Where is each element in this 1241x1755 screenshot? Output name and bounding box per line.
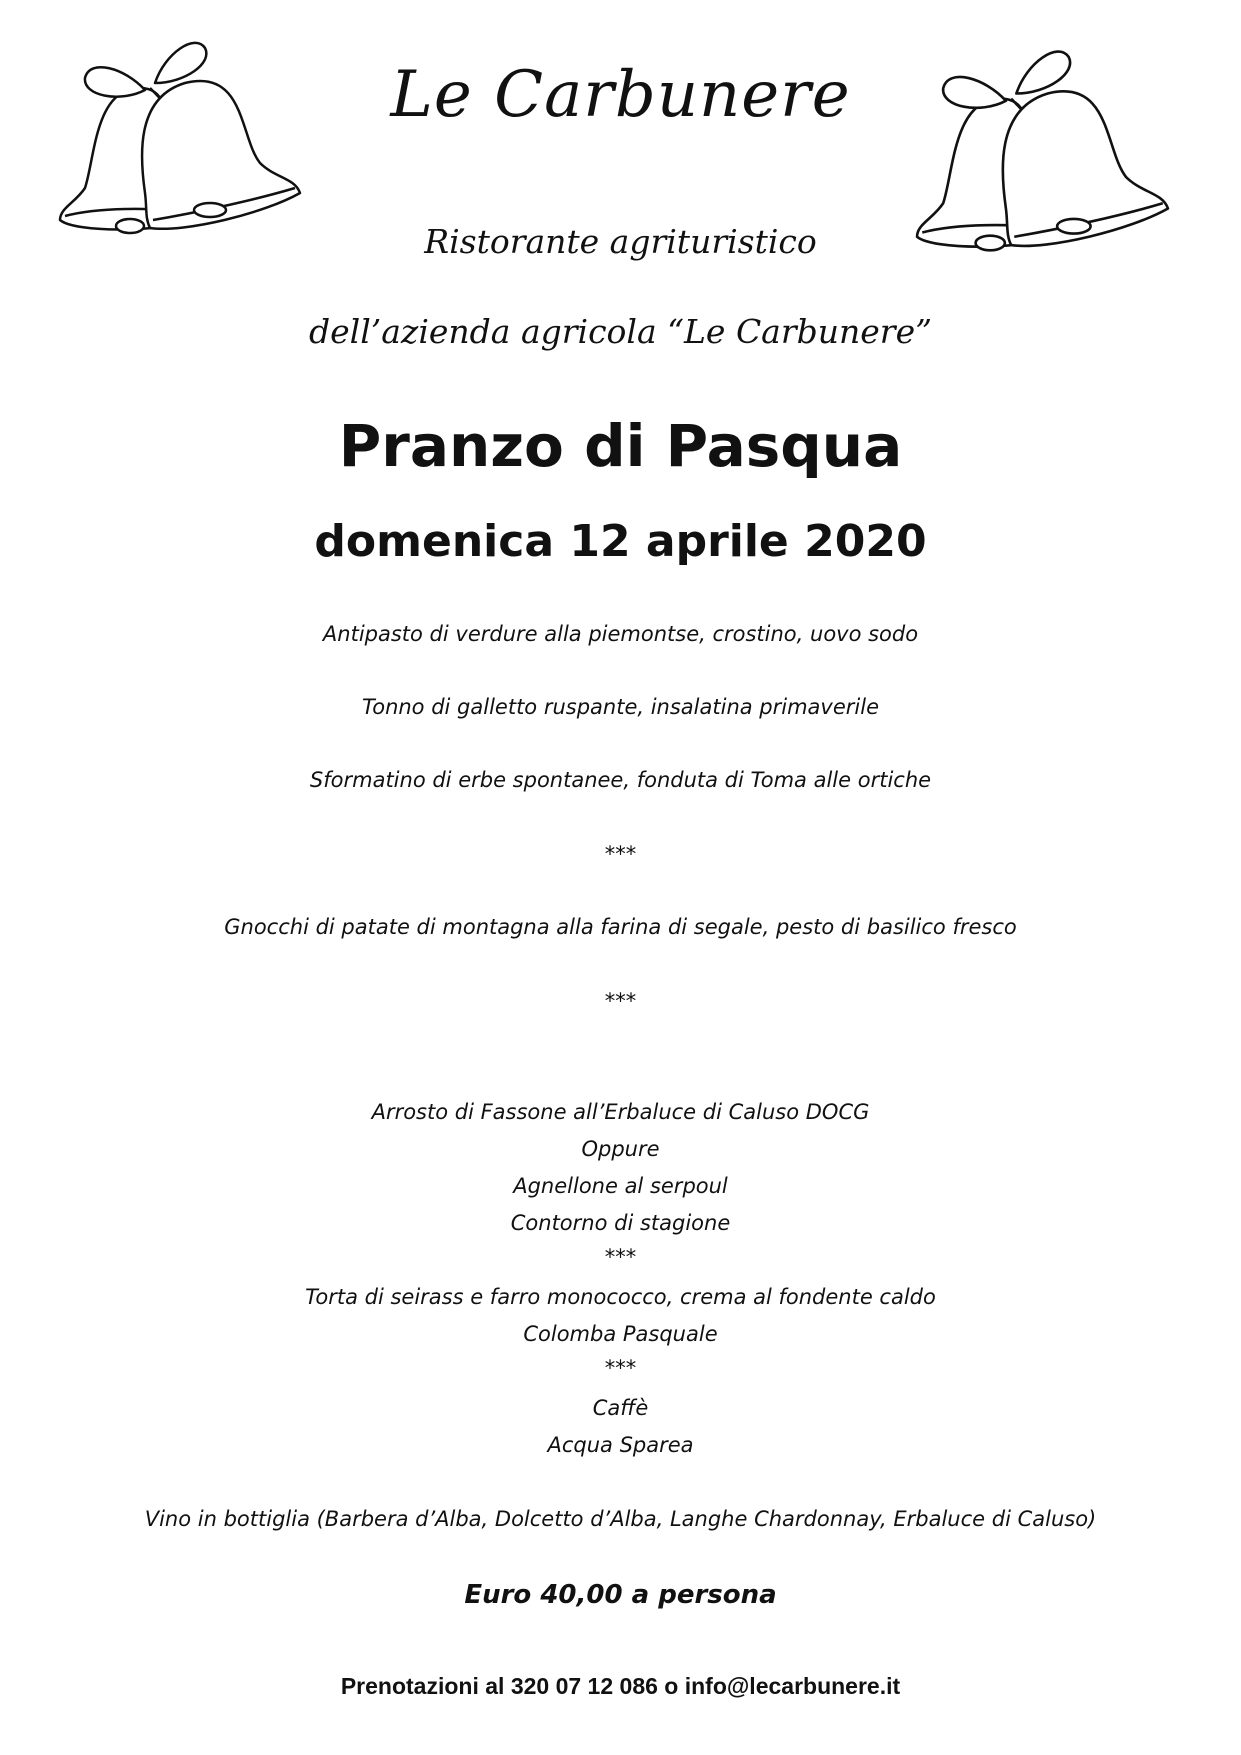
restaurant-title: Le Carbunere: [390, 58, 851, 132]
menu-item-secondo-3: Agnellone al serpoul: [513, 1174, 728, 1198]
separator: ***: [604, 989, 637, 1013]
event-date: domenica 12 aprile 2020: [314, 516, 927, 567]
price: Euro 40,00 a persona: [464, 1580, 777, 1610]
menu-item-secondo-1: Arrosto di Fassone all’Erbaluce di Caluso DOCG: [371, 1100, 870, 1124]
menu-item-secondo-2: Oppure: [581, 1137, 660, 1161]
menu-item-secondo-4: Contorno di stagione: [510, 1211, 731, 1235]
booking-info: Prenotazioni al 320 07 12 086 o info@lecarbunere.it: [340, 1673, 901, 1699]
subtitle-line-2: dell’azienda agricola “Le Carbunere”: [309, 312, 932, 351]
subtitle-line-1: Ristorante agrituristico: [424, 222, 817, 261]
menu-item-vino: Vino in bottiglia (Barbera d’Alba, Dolcetto d’Alba, Langhe Chardonnay, Erbaluce di Caluso): [144, 1507, 1097, 1531]
menu-item-acqua: Acqua Sparea: [547, 1433, 694, 1457]
menu-item-caffe: Caffè: [592, 1396, 649, 1420]
separator: ***: [604, 842, 637, 866]
menu-item-primo: Gnocchi di patate di montagna alla farina di segale, pesto di basilico fresco: [224, 915, 1017, 939]
event-title: Pranzo di Pasqua: [338, 412, 903, 480]
menu-item-dolce-1: Torta di seirass e farro monococco, crema al fondente caldo: [305, 1285, 936, 1309]
separator: ***: [604, 1245, 637, 1269]
separator: ***: [604, 1356, 637, 1380]
menu-item-antipasto-2: Tonno di galletto ruspante, insalatina primaverile: [361, 695, 879, 719]
menu-item-antipasto-3: Sformatino di erbe spontanee, fonduta di Toma alle ortiche: [309, 768, 932, 792]
menu-item-antipasto-1: Antipasto di verdure alla piemontse, crostino, uovo sodo: [322, 622, 919, 646]
menu-item-dolce-2: Colomba Pasquale: [523, 1322, 718, 1346]
